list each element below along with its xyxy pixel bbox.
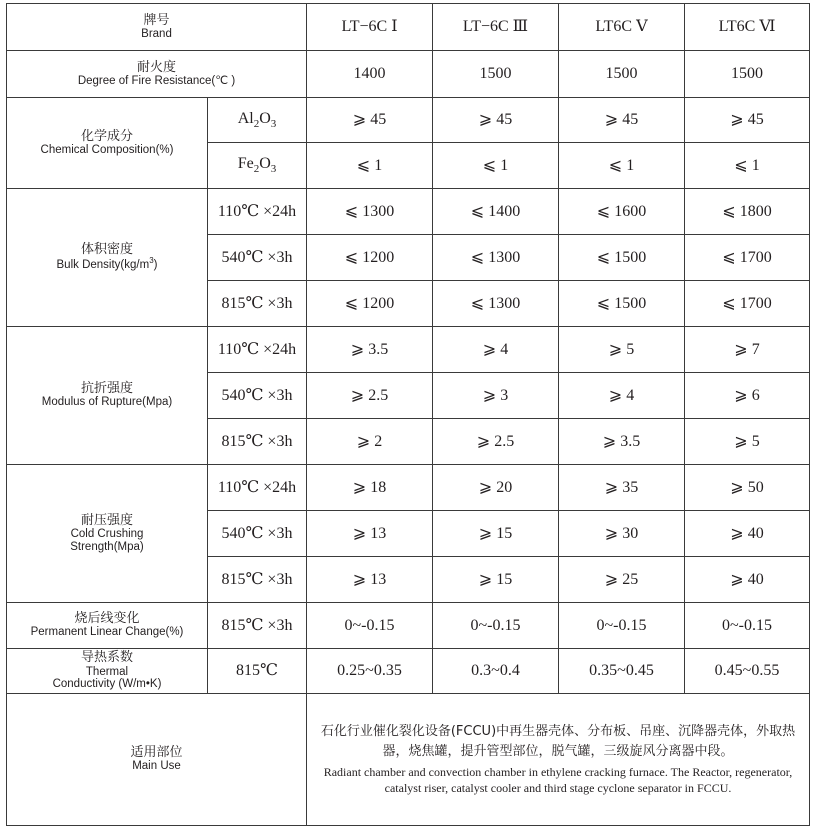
conductivity-value: 0.45~0.55: [685, 649, 810, 694]
grade-2: LT−6C Ⅲ: [433, 4, 559, 51]
linear-change-cn: 烧后线变化: [74, 611, 140, 627]
brand-label-cn: 牌号: [143, 12, 170, 28]
main-use-row: [7, 694, 810, 826]
conductivity-en: Conductivity (W/m•K): [52, 678, 162, 691]
rupture-value: ⩾ 2: [307, 419, 433, 465]
rupture-label: [7, 327, 208, 465]
fire-resistance-value: 1500: [685, 51, 810, 98]
chemical-composition-label: [7, 98, 208, 189]
bulk-density-label: [7, 189, 208, 327]
bulk-density-row: [7, 189, 810, 235]
grade-1: LT−6C Ⅰ: [307, 4, 433, 51]
linear-change-label: [7, 603, 208, 649]
condition-label: 110℃ ×24h: [208, 327, 307, 373]
fire-resistance-cn: 耐火度: [136, 59, 176, 75]
linear-change-value: 0~-0.15: [307, 603, 433, 649]
linear-change-row: [7, 603, 810, 649]
crushing-value: ⩾ 40: [685, 511, 810, 557]
rupture-cn: 抗折强度: [80, 381, 133, 397]
rupture-value: ⩾ 3.5: [307, 327, 433, 373]
grade-3: LT6C Ⅴ: [559, 4, 685, 51]
bulk-density-value: ⩽ 1800: [685, 189, 810, 235]
conductivity-row: [7, 649, 810, 694]
bulk-density-cn: 体积密度: [80, 242, 133, 258]
rupture-value: ⩾ 3.5: [559, 419, 685, 465]
rupture-row: [7, 327, 810, 373]
fe2o3-value: ⩽ 1: [685, 143, 810, 189]
condition-label: 110℃ ×24h: [208, 189, 307, 235]
condition-label: 540℃ ×3h: [208, 511, 307, 557]
main-use-label: [7, 694, 307, 826]
condition-label: 815℃: [208, 649, 307, 694]
main-use-text-cn: 石化行业催化裂化设备(FCCU)中再生器壳体、分布板、吊座、沉降器壳体，外取热器，烧焦罐，提升管型部位，脱气罐，三级旋风分离器中段。: [320, 724, 796, 759]
bulk-density-value: ⩽ 1700: [685, 235, 810, 281]
crushing-en: Cold Crushing: [70, 528, 144, 540]
al2o3-label: $Al_2O_3$: [208, 98, 307, 143]
fire-resistance-en: Degree of Fire Resistance(℃ ): [77, 74, 236, 87]
crushing-value: ⩾ 15: [433, 557, 559, 603]
rupture-value: ⩾ 4: [559, 373, 685, 419]
main-use-cn: 适用部位: [130, 745, 183, 761]
fe2o3-value: ⩽ 1: [433, 143, 559, 189]
fe2o3-value: ⩽ 1: [307, 143, 433, 189]
conductivity-en: Thermal: [85, 665, 129, 678]
linear-change-en: Permanent Linear Change(%): [30, 626, 184, 639]
bulk-density-value: ⩽ 1300: [307, 189, 433, 235]
bulk-density-value: ⩽ 1300: [433, 235, 559, 281]
rupture-value: ⩾ 5: [685, 419, 810, 465]
main-use-text-en: Radiant chamber and convection chamber in ethylene cracking furnace. The Reactor, regenerator, catalyst riser, catalyst cooler and third stage cyclone separator in FCCU.: [323, 765, 793, 795]
crushing-label: [7, 465, 208, 603]
chemical-composition-en: Chemical Composition(%): [40, 143, 174, 156]
rupture-value: ⩾ 2.5: [307, 373, 433, 419]
brand-label: [7, 4, 307, 51]
chemical-composition-cn: 化学成分: [80, 128, 133, 144]
crushing-row: [7, 465, 810, 511]
crushing-value: ⩾ 18: [307, 465, 433, 511]
linear-change-value: 0~-0.15: [433, 603, 559, 649]
condition-label: 815℃ ×3h: [208, 557, 307, 603]
al2o3-value: ⩾ 45: [307, 98, 433, 143]
linear-change-value: 0~-0.15: [559, 603, 685, 649]
bulk-density-value: ⩽ 1200: [307, 281, 433, 327]
crushing-value: ⩾ 13: [307, 557, 433, 603]
rupture-value: ⩾ 5: [559, 327, 685, 373]
crushing-value: ⩾ 40: [685, 557, 810, 603]
bulk-density-value: ⩽ 1300: [433, 281, 559, 327]
linear-change-value: 0~-0.15: [685, 603, 810, 649]
crushing-value: ⩾ 20: [433, 465, 559, 511]
bulk-density-value: ⩽ 1500: [559, 235, 685, 281]
bulk-density-value: ⩽ 1200: [307, 235, 433, 281]
rupture-value: ⩾ 7: [685, 327, 810, 373]
al2o3-row: [7, 98, 810, 143]
condition-label: 815℃ ×3h: [208, 419, 307, 465]
brand-label-en: Brand: [141, 27, 172, 40]
crushing-value: ⩾ 30: [559, 511, 685, 557]
brand-row: [7, 4, 810, 51]
fire-resistance-row: [7, 51, 810, 98]
condition-label: 110℃ ×24h: [208, 465, 307, 511]
conductivity-cn: 导热系数: [80, 650, 133, 666]
bulk-density-value: ⩽ 1500: [559, 281, 685, 327]
main-use-en: Main Use: [132, 760, 181, 773]
bulk-density-en: Bulk $Density(kg/m^3)$: [56, 256, 158, 272]
crushing-value: ⩾ 15: [433, 511, 559, 557]
rupture-value: ⩾ 3: [433, 373, 559, 419]
crushing-value: ⩾ 35: [559, 465, 685, 511]
grade-4: LT6C Ⅵ: [685, 4, 810, 51]
conductivity-value: 0.3~0.4: [433, 649, 559, 694]
condition-label: 815℃ ×3h: [208, 603, 307, 649]
fe2o3-value: ⩽ 1: [559, 143, 685, 189]
fe2o3-label: $Fe_2O_3$: [208, 143, 307, 189]
rupture-value: ⩾ 2.5: [433, 419, 559, 465]
condition-label: 540℃ ×3h: [208, 373, 307, 419]
rupture-value: ⩾ 6: [685, 373, 810, 419]
crushing-cn: 耐压强度: [80, 512, 133, 528]
rupture-value: ⩾ 4: [433, 327, 559, 373]
fire-resistance-value: 1400: [307, 51, 433, 98]
specification-table: [6, 3, 810, 826]
bulk-density-value: ⩽ 1700: [685, 281, 810, 327]
conductivity-value: 0.35~0.45: [559, 649, 685, 694]
bulk-density-value: ⩽ 1600: [559, 189, 685, 235]
fire-resistance-value: 1500: [433, 51, 559, 98]
rupture-en: Modulus of Rupture(Mpa): [41, 396, 173, 409]
bulk-density-value: ⩽ 1400: [433, 189, 559, 235]
fire-resistance-label: [7, 51, 307, 98]
crushing-value: ⩾ 25: [559, 557, 685, 603]
conductivity-label: [7, 649, 208, 694]
al2o3-value: ⩾ 45: [685, 98, 810, 143]
crushing-value: ⩾ 50: [685, 465, 810, 511]
crushing-value: ⩾ 13: [307, 511, 433, 557]
fire-resistance-value: 1500: [559, 51, 685, 98]
condition-label: 540℃ ×3h: [208, 235, 307, 281]
conductivity-value: 0.25~0.35: [307, 649, 433, 694]
crushing-en: Strength(Mpa): [70, 540, 144, 553]
condition-label: 815℃ ×3h: [208, 281, 307, 327]
main-use-text: [307, 694, 810, 826]
al2o3-value: ⩾ 45: [433, 98, 559, 143]
al2o3-value: ⩾ 45: [559, 98, 685, 143]
